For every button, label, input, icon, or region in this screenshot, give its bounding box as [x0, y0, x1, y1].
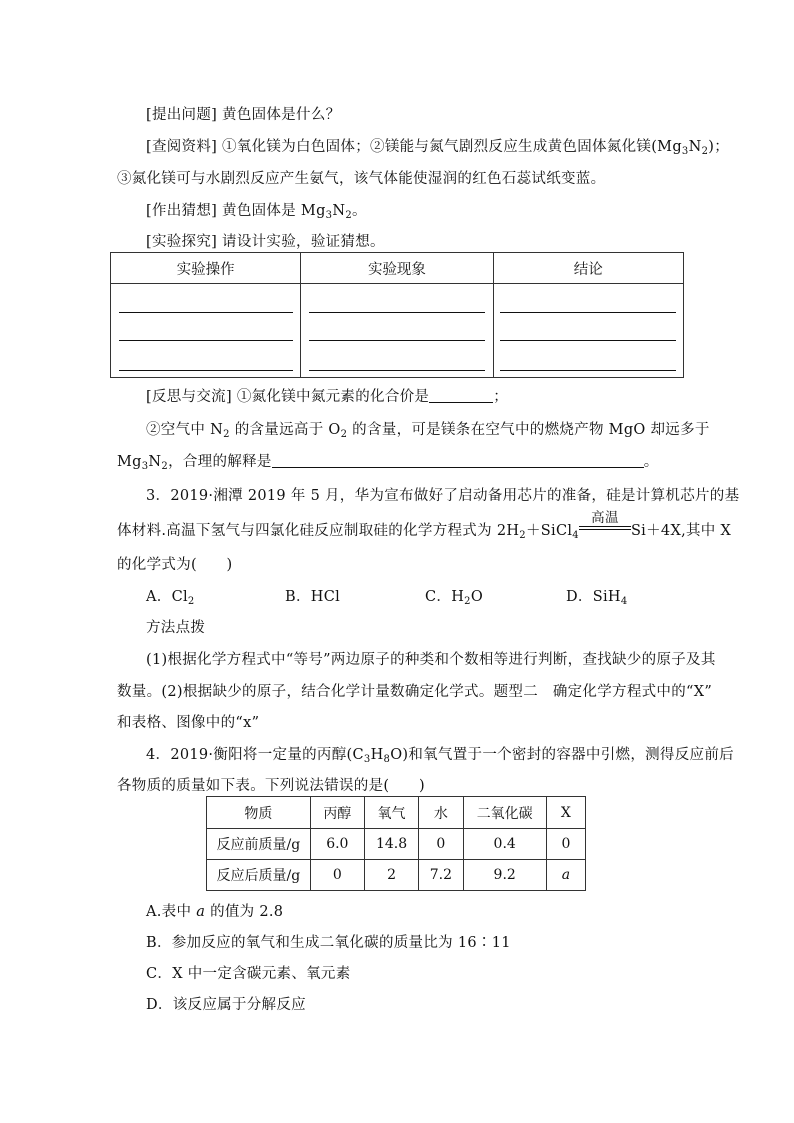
hypothesis-text: N — [332, 203, 346, 219]
references-text: )； — [708, 139, 730, 155]
q4-option-c[interactable]: C．X 中一定含碳元素、氧元素 — [146, 966, 351, 982]
subscript: 2 — [223, 429, 230, 440]
option-text: O — [470, 589, 483, 605]
explore-prompt: [实验探究] 请设计实验，验证猜想。 — [146, 234, 385, 250]
equation-text: Si＋4X,其中 X — [630, 523, 732, 539]
table-header-observation: 实验现象 — [301, 253, 493, 284]
q4-text: 4．2019·衡阳将一定量的丙醇(C — [146, 747, 364, 763]
hypothesis — [146, 199, 367, 220]
q3-line-1: 3．2019·湘潭 2019 年 5 月，华为宣布做好了启动备用芯片的准备，硅是计算机芯片的基 — [146, 488, 740, 504]
reflect-text: ； — [493, 389, 509, 405]
q3-option-b[interactable]: B．HCl — [285, 589, 341, 605]
reflect-text: ，合理的解释是 — [168, 454, 272, 470]
answer-cell-conclusion[interactable] — [493, 284, 683, 378]
header-substance: 物质 — [207, 797, 311, 829]
reflect-text: Mg — [117, 454, 142, 470]
answer-line[interactable] — [119, 313, 293, 341]
q4-option-d[interactable]: D．该反应属于分解反应 — [146, 997, 306, 1013]
subscript: 8 — [383, 754, 391, 765]
explanation-blank[interactable] — [272, 453, 644, 468]
subscript: 3 — [681, 146, 689, 157]
option-text: 的值为 2.8 — [205, 904, 284, 920]
subscript: 2 — [701, 146, 709, 157]
subscript: 2 — [345, 210, 353, 221]
reaction-equals-sign — [579, 510, 631, 538]
header-x: X — [546, 797, 585, 829]
reflect-line-3 — [117, 450, 659, 471]
option-variable: a — [196, 904, 206, 920]
references-line-2: ③氮化镁可与水剧烈反应产生氨气，该气体能使湿润的红色石蕊试纸变蓝。 — [117, 171, 606, 187]
option-text: D．SiH — [566, 589, 621, 605]
method-title: 方法点拨 — [146, 620, 206, 636]
answer-line[interactable] — [309, 341, 485, 371]
q4-text: O)和氧气置于一个密封的容器中引燃，测得反应前后 — [390, 747, 734, 763]
reflect-line-1 — [146, 385, 508, 406]
q4-text: H — [370, 747, 384, 763]
reflect-line-2 — [146, 418, 710, 439]
cell: 9.2 — [463, 860, 546, 891]
option-text: A.表中 — [146, 904, 197, 920]
cell: 0 — [546, 829, 585, 860]
q4-line-2: 各物质的质量如下表。下列说法错误的是( ) — [117, 778, 425, 794]
cell-unknown-a: a — [546, 860, 585, 891]
q4-option-a[interactable] — [146, 900, 283, 921]
q3-option-a[interactable] — [146, 585, 195, 606]
answer-line[interactable] — [309, 313, 485, 341]
subscript: 2 — [464, 596, 471, 607]
answer-line[interactable] — [500, 341, 676, 371]
cell: 6.0 — [310, 829, 364, 860]
answer-cell-observation[interactable] — [301, 284, 493, 378]
header-co2: 二氧化碳 — [463, 797, 546, 829]
cell: 14.8 — [364, 829, 418, 860]
reflect-text: ②空气中 N — [146, 422, 224, 438]
q4-option-b[interactable]: B．参加反应的氧气和生成二氧化碳的质量比为 16∶11 — [146, 935, 511, 951]
answer-line[interactable] — [119, 341, 293, 371]
q4-line-1 — [146, 743, 734, 764]
cell: 2 — [364, 860, 418, 891]
table-header-operation: 实验操作 — [111, 253, 301, 284]
row-label-before: 反应前质量/g — [207, 829, 311, 860]
answer-line[interactable] — [119, 291, 293, 313]
cell: 0 — [310, 860, 364, 891]
hypothesis-text: 。 — [352, 203, 367, 219]
hypothesis-text: [作出猜想] 黄色固体是 Mg — [146, 203, 326, 219]
reflect-text: [反思与交流] ①氮化镁中氮元素的化合价是 — [146, 389, 430, 405]
q3-line-2 — [117, 510, 732, 541]
references-text: N — [688, 139, 702, 155]
q3-line-3: 的化学式为( ) — [117, 557, 233, 573]
subscript: 3 — [363, 754, 371, 765]
table-header-conclusion: 结论 — [493, 253, 683, 284]
experiment-table — [110, 252, 684, 378]
header-oxygen: 氧气 — [364, 797, 418, 829]
references-line-1 — [146, 135, 729, 156]
subscript: 2 — [340, 429, 348, 440]
option-text: C．H — [425, 589, 465, 605]
reflect-text: 的含量远高于 O — [229, 422, 341, 438]
cell: 0.4 — [463, 829, 546, 860]
equation-text: 体材料.高温下氢气与四氯化硅反应制取硅的化学方程式为 2H — [117, 523, 520, 539]
option-text: A．Cl — [146, 589, 188, 605]
method-line-1: (1)根据化学方程式中“等号”两边原子的种类和个数相等进行判断，查找缺少的原子及其 — [146, 652, 716, 668]
reflect-text: N — [148, 454, 162, 470]
reflect-text: 。 — [643, 454, 659, 470]
subscript: 2 — [187, 596, 195, 607]
q3-option-d[interactable] — [566, 585, 628, 606]
answer-line[interactable] — [500, 291, 676, 313]
header-propanol: 丙醇 — [310, 797, 364, 829]
subscript: 3 — [325, 210, 333, 221]
reflect-text: 的含量，可是镁条在空气中的燃烧产物 MgO 却远多于 — [347, 422, 710, 438]
raise-question: [提出问题] 黄色固体是什么？ — [146, 107, 341, 123]
subscript: 2 — [519, 530, 526, 541]
cell: 0 — [419, 829, 463, 860]
references-text: [查阅资料] ①氧化镁为白色固体；②镁能与氮气剧烈反应生成黄色固体氮化镁(Mg — [146, 139, 682, 155]
answer-cell-operation[interactable] — [111, 284, 301, 378]
valence-blank[interactable] — [429, 388, 493, 403]
method-line-2: 数量。(2)根据缺少的原子，结合化学计量数确定化学式。题型二 确定化学方程式中的“X” — [117, 684, 713, 700]
header-water: 水 — [419, 797, 463, 829]
equation-text: ＋SiCl — [525, 523, 573, 539]
subscript: 4 — [620, 596, 628, 607]
row-label-after: 反应后质量/g — [207, 860, 311, 891]
q3-option-c[interactable] — [425, 585, 483, 606]
answer-line[interactable] — [500, 313, 676, 341]
reaction-condition: 高温 — [591, 510, 619, 526]
subscript: 3 — [141, 461, 149, 472]
method-line-3: 和表格、图像中的“x” — [117, 715, 260, 731]
subscript: 2 — [161, 461, 169, 472]
cell: 7.2 — [419, 860, 463, 891]
subscript: 4 — [572, 530, 579, 541]
answer-line[interactable] — [309, 291, 485, 313]
mass-table — [206, 796, 586, 891]
